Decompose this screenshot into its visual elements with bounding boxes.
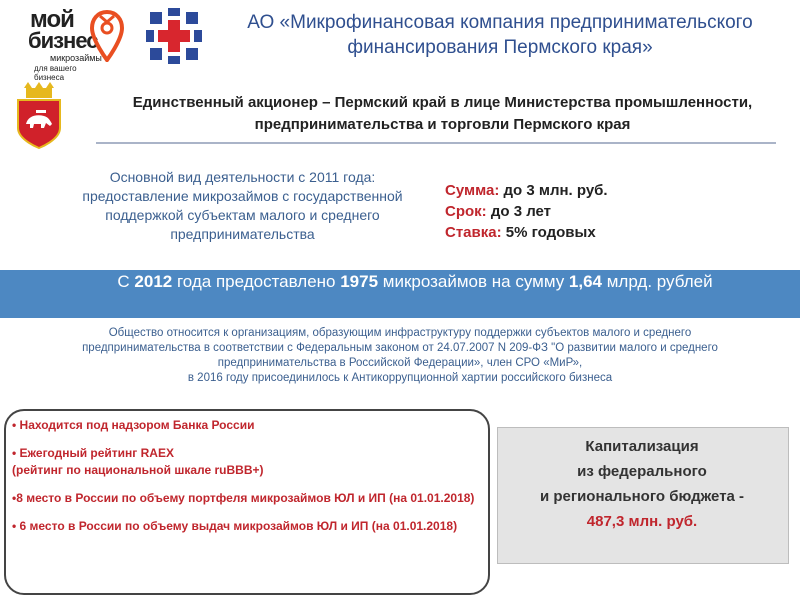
cap-amount: 487,3 млн. руб. xyxy=(586,513,698,530)
fact-item-rating: • Ежегодный рейтинг RAEX xyxy=(12,446,174,460)
moi-biznes-logo xyxy=(20,6,102,82)
terms-rate xyxy=(445,222,765,243)
shareholder-text: Единственный акционер – Пермский край в лице Министерства промышленности, предпринимательства и торговли Пермского края xyxy=(132,94,753,133)
logo-tagline-2: для вашего бизнеса xyxy=(34,64,77,82)
cross-grid-emblem-icon xyxy=(146,8,202,64)
logo-word-biznes: бизнес xyxy=(28,28,98,53)
perm-coat-of-arms-icon xyxy=(14,82,64,150)
logo-tagline-1: микрозаймы xyxy=(50,53,102,63)
rate-value: 5% годовых xyxy=(501,224,596,241)
terms-term xyxy=(445,201,765,222)
info-line-3: предпринимательства в Российской Федерации», член СРО «МиР», xyxy=(217,357,583,369)
fact-item-portfolio-rank: •8 место в России по объему портфеля микрозаймов ЮЛ и ИП (на 01.01.2018) xyxy=(12,491,475,505)
cap-line-3: и регионального бюджета - xyxy=(539,488,745,505)
fact-item-issuance-rank: • 6 место в России по объему выдач микрозаймов ЮЛ и ИП (на 01.01.2018) xyxy=(12,519,458,533)
banner-part-1: С xyxy=(117,272,135,291)
term-label: Срок: xyxy=(445,203,487,220)
banner-count: 1975 xyxy=(340,272,379,291)
divider-line xyxy=(96,142,776,144)
banner-year: 2012 xyxy=(134,272,173,291)
info-line-2: предпринимательства в соответствии с Федеральным законом от 24.07.2007 N 209-ФЗ "О развитии малого и среднего xyxy=(82,342,718,354)
loan-terms xyxy=(445,180,765,243)
rate-label: Ставка: xyxy=(445,224,502,241)
stats-banner-text xyxy=(60,272,770,292)
fact-item-supervision: • Находится под надзором Банка России xyxy=(12,418,255,432)
sum-value: до 3 млн. руб. xyxy=(499,182,608,199)
banner-part-2: года предоставлено xyxy=(172,272,341,291)
capitalization-text xyxy=(497,434,787,534)
cap-line-1: Капитализация xyxy=(585,438,699,455)
facts-list xyxy=(12,417,482,535)
location-pin-icon xyxy=(90,10,124,62)
fact-item-rating-detail: (рейтинг по национальной шкале ruBBB+) xyxy=(12,463,264,477)
sum-label: Сумма: xyxy=(445,182,500,199)
banner-part-3: микрозаймов на сумму xyxy=(378,272,569,291)
infrastructure-info xyxy=(10,326,790,386)
info-line-4: в 2016 году присоединилось к Антикоррупционной хартии российского бизнеса xyxy=(187,372,613,384)
company-title: АО «Микрофинансовая компания предпринимательского финансирования Пермского края» xyxy=(247,12,753,58)
banner-amount: 1,64 xyxy=(568,272,603,291)
logo-word-moi: мой xyxy=(30,6,74,33)
term-value: до 3 лет xyxy=(486,203,552,220)
cap-line-2: из федерального xyxy=(577,463,707,480)
terms-sum xyxy=(445,180,765,201)
info-line-1: Общество относится к организациям, образующим инфраструктуру поддержки субъектов малого и среднего xyxy=(108,327,692,339)
banner-part-4: млрд. рублей xyxy=(602,272,713,291)
main-activity-text: Основной вид деятельности с 2011 года: предоставление микрозаймов с государственной поддержкой субъектам малого и среднего предпринимательства xyxy=(82,169,403,242)
